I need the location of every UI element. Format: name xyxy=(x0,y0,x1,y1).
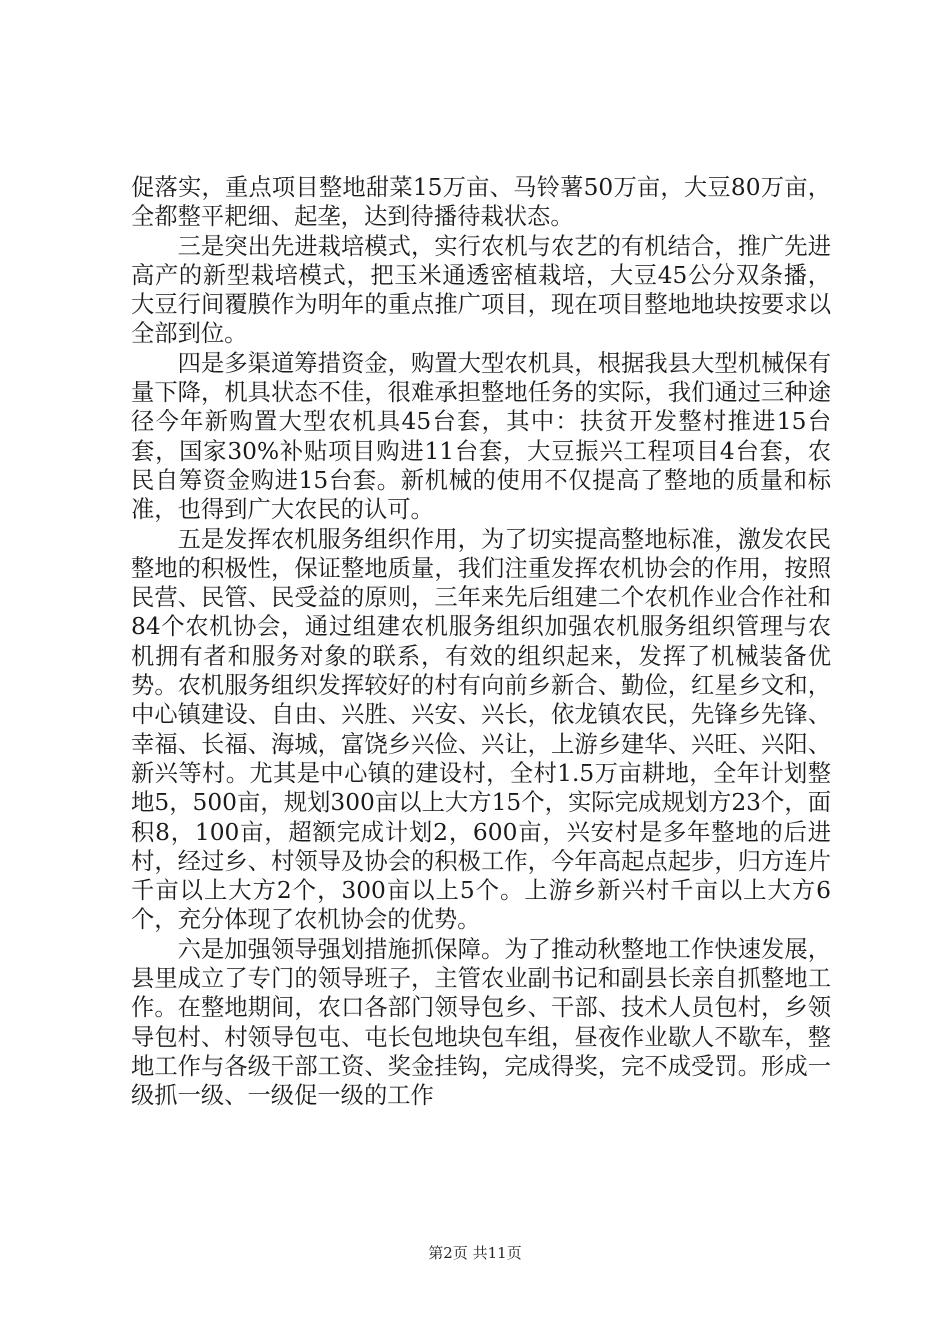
paragraph-4: 五是发挥农机服务组织作用，为了切实提高整地标准，激发农民整地的积极性，保证整地质量，我们注重发挥农机协会的作用，按照民营、民管、民受益的原则，三年来先后组建二个农机作业合作社和84个农机协会，通过组建农机服务组织加强农机服务组织管理与农机拥有者和服务对象的联系，有效的组织起来，发挥了机械装备优势。农机服务组织发挥较好的村有向前乡新合、勤俭，红星乡文和，中心镇建设、自由、兴胜、兴安、兴长，依龙镇农民，先锋乡先锋、幸福、长福、海城，富饶乡兴俭、兴让，上游乡建华、兴旺、兴阳、新兴等村。尤其是中心镇的建设村，全村1.5万亩耕地，全年计划整地5，500亩，规划300亩以上大方15个，实际完成规划方23个，面积8，100亩，超额完成计划2，600亩，兴安村是多年整地的后进村，经过乡、村领导及协会的积极工作，今年高起点起步，归方连片千亩以上大方2个，300亩以上5个。上游乡新兴村千亩以上大方6个，充分体现了农机协会的优势。 xyxy=(131,525,831,934)
document-body xyxy=(131,173,831,1111)
paragraph-5: 六是加强领导强划措施抓保障。为了推动秋整地工作快速发展，县里成立了专门的领导班子，主管农业副书记和副县长亲自抓整地工作。在整地期间，农口各部门领导包乡、干部、技术人员包村，乡领导包村、村领导包屯、屯长包地块包车组，昼夜作业歇人不歇车，整地工作与各级干部工资、奖金挂钩，完成得奖，完不成受罚。形成一级抓一级、一级促一级的工作 xyxy=(131,935,831,1110)
page-number-footer: 第2页 共11页 xyxy=(428,1244,522,1262)
paragraph-3: 四是多渠道筹措资金，购置大型农机具，根据我县大型机械保有量下降，机具状态不佳，很难承担整地任务的实际，我们通过三种途径今年新购置大型农机具45台套，其中：扶贫开发整村推进15台套，国家30%补贴项目购进11台套，大豆振兴工程项目4台套，农民自筹资金购进15台套。新机械的使用不仅提高了整地的质量和标准，也得到广大农民的认可。 xyxy=(131,349,831,524)
paragraph-1: 促落实，重点项目整地甜菜15万亩、马铃薯50万亩，大豆80万亩，全都整平耙细、起垄，达到待播待栽状态。 xyxy=(131,174,831,231)
paragraph-2: 三是突出先进栽培模式，实行农机与农艺的有机结合，推广先进高产的新型栽培模式，把玉米通透密植栽培，大豆45公分双条播，大豆行间覆膜作为明年的重点推广项目，现在项目整地地块按要求以全部到位。 xyxy=(131,232,831,348)
